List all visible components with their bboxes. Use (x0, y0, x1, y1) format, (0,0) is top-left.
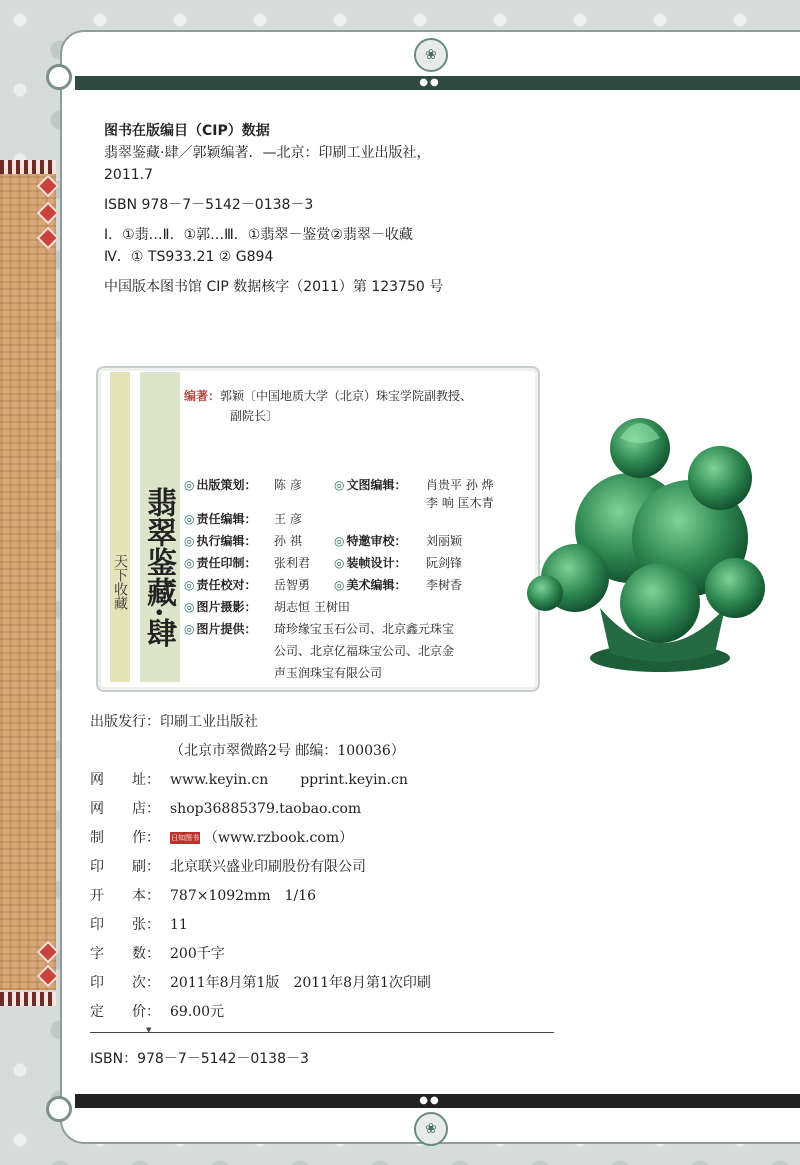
circle-mark-icon: ◎ (184, 600, 195, 614)
pub-key: 印 张： (90, 917, 160, 933)
credit-value: 公司、北京亿福珠宝公司、北京金 (274, 644, 455, 658)
credit-row (184, 508, 536, 530)
credit-value: 声玉润珠宝有限公司 (274, 666, 383, 680)
pub-value: 北京联兴盛业印刷股份有限公司 (170, 859, 366, 875)
pub-address: （北京市翠微路2号 邮编：100036） (170, 743, 405, 759)
author-block (184, 386, 534, 426)
series-label: 天下收藏 (110, 372, 130, 682)
credit-key: 责任印制： (196, 556, 257, 570)
credit-row (184, 574, 536, 596)
publishing-info (90, 708, 570, 1027)
cip-isbn: ISBN 978－7－5142－0138－3 (104, 197, 314, 213)
rzbook-logo: 日知图书 (171, 834, 199, 842)
credits-list (184, 474, 536, 684)
credit-value: 张利君 (274, 556, 311, 570)
credit-value: 王 彦 (274, 512, 302, 526)
author-line: 副院长〕 (230, 409, 279, 423)
circle-mark-icon: ◎ (184, 478, 195, 492)
medallion-icon: ❀ (414, 1112, 448, 1146)
left-decorative-strip (0, 170, 56, 990)
circle-mark-icon: ◎ (184, 534, 195, 548)
cip-line: 2011.7 (104, 167, 153, 183)
credit-key: 美术编辑： (346, 578, 407, 592)
pub-value: 787×1092mm 1/16 (170, 888, 317, 904)
band-dots-icon: ●● (419, 77, 441, 88)
pub-value: 11 (170, 917, 188, 933)
circle-mark-icon: ◎ (184, 578, 195, 592)
credit-value: 胡志恒 王树田 (274, 600, 350, 614)
pub-row (90, 853, 570, 882)
author-line: 郭颖〔中国地质大学（北京）珠宝学院副教授、 (220, 389, 473, 403)
pub-row (90, 998, 570, 1027)
credit-row (184, 530, 536, 552)
circle-mark-icon: ◎ (334, 556, 345, 570)
price-value: 69.00元 (170, 1004, 225, 1020)
pub-row (90, 795, 570, 824)
pub-value: 200千字 (170, 946, 225, 962)
pub-key: 制 作： (90, 830, 160, 846)
credit-value: 阮剑锋 (426, 556, 463, 570)
credit-value: 琦珍缘宝玉石公司、北京鑫元珠宝 (274, 622, 455, 636)
circle-mark-icon: ◎ (184, 512, 195, 526)
pub-key: 印 刷： (90, 859, 160, 875)
pub-key: 开 本： (90, 888, 160, 904)
band-dots-icon: ●● (419, 1095, 441, 1106)
credit-row (184, 618, 536, 640)
circle-mark-icon: ◎ (334, 578, 345, 592)
pub-value: 印刷工业出版社 (160, 714, 258, 730)
circle-mark-icon: ◎ (334, 534, 345, 548)
corner-ring-icon (46, 1096, 72, 1122)
cip-class: Ⅰ．①翡…Ⅱ．①郭…Ⅲ．①翡翠－鉴赏②翡翠－收藏 (104, 227, 413, 243)
credit-key: 责任编辑： (196, 512, 257, 526)
credit-row (184, 552, 536, 574)
credit-key: 责任校对： (196, 578, 257, 592)
cip-block (104, 120, 584, 298)
credit-value: 陈 彦 (274, 478, 302, 492)
cip-record: 中国版本图书馆 CIP 数据核字（2011）第 123750 号 (104, 279, 444, 295)
credit-row (184, 662, 536, 684)
medallion-icon: ❀ (414, 38, 448, 72)
credit-row (184, 640, 536, 662)
pub-row (90, 766, 570, 795)
triangle-marker-icon: ▼ (146, 1026, 152, 1034)
pub-key: 出版发行： (90, 714, 160, 730)
circle-mark-icon: ◎ (184, 556, 195, 570)
website-link[interactable]: pprint.keyin.cn (300, 772, 408, 788)
pub-key: 字 数： (90, 946, 160, 962)
corner-ring-icon (46, 64, 72, 90)
strip-border-bottom (0, 992, 56, 1006)
pub-row (90, 708, 570, 737)
credit-value: 肖贵平 孙 烨 (426, 478, 494, 492)
credit-value: 李 响 匡木青 (426, 496, 494, 510)
credit-key: 图片摄影： (196, 600, 257, 614)
jade-carving-image (520, 408, 780, 678)
circle-mark-icon: ◎ (184, 622, 195, 636)
author-label: 编著： (184, 389, 221, 403)
credit-key: 装帧设计： (346, 556, 407, 570)
pub-key: 印 次： (90, 975, 160, 991)
credit-key: 图片提供： (196, 622, 257, 636)
credit-row (184, 596, 536, 618)
pub-row (90, 940, 570, 969)
pub-value: 2011年8月第1版 2011年8月第1次印刷 (170, 975, 431, 991)
credit-key: 执行编辑： (196, 534, 257, 548)
cip-line: 翡翠鉴藏·肆／郭颖编著．—北京：印刷工业出版社， (104, 145, 431, 161)
producer-link[interactable]: （www.rzbook.com） (204, 830, 354, 846)
pub-row (90, 969, 570, 998)
website-link[interactable]: www.keyin.cn (170, 772, 269, 788)
pub-row (90, 911, 570, 940)
credit-key: 文图编辑： (346, 478, 407, 492)
shop-link[interactable]: shop36885379.taobao.com (170, 801, 362, 817)
credit-value: 孙 祺 (274, 534, 302, 548)
book-title-vertical: 翡翠鉴藏·肆 (140, 372, 180, 682)
credit-key: 特邀审校： (346, 534, 407, 548)
credit-value: 刘丽颖 (426, 534, 463, 548)
divider-line (90, 1032, 554, 1033)
circle-mark-icon: ◎ (334, 478, 345, 492)
pub-row (90, 882, 570, 911)
strip-border-top (0, 160, 56, 174)
cip-title: 图书在版编目（CIP）数据 (104, 123, 270, 139)
credit-value: 岳智勇 (274, 578, 311, 592)
pub-row (90, 824, 570, 853)
isbn-bottom: ISBN：978－7－5142－0138－3 (90, 1051, 309, 1067)
pub-key: 网 店： (90, 801, 160, 817)
pub-key: 定 价： (90, 1004, 160, 1020)
pub-key: 网 址： (90, 772, 160, 788)
credit-key: 出版策划： (196, 478, 257, 492)
cip-class: Ⅳ．① TS933.21 ② G894 (104, 249, 274, 265)
credit-value: 李树香 (426, 578, 463, 592)
